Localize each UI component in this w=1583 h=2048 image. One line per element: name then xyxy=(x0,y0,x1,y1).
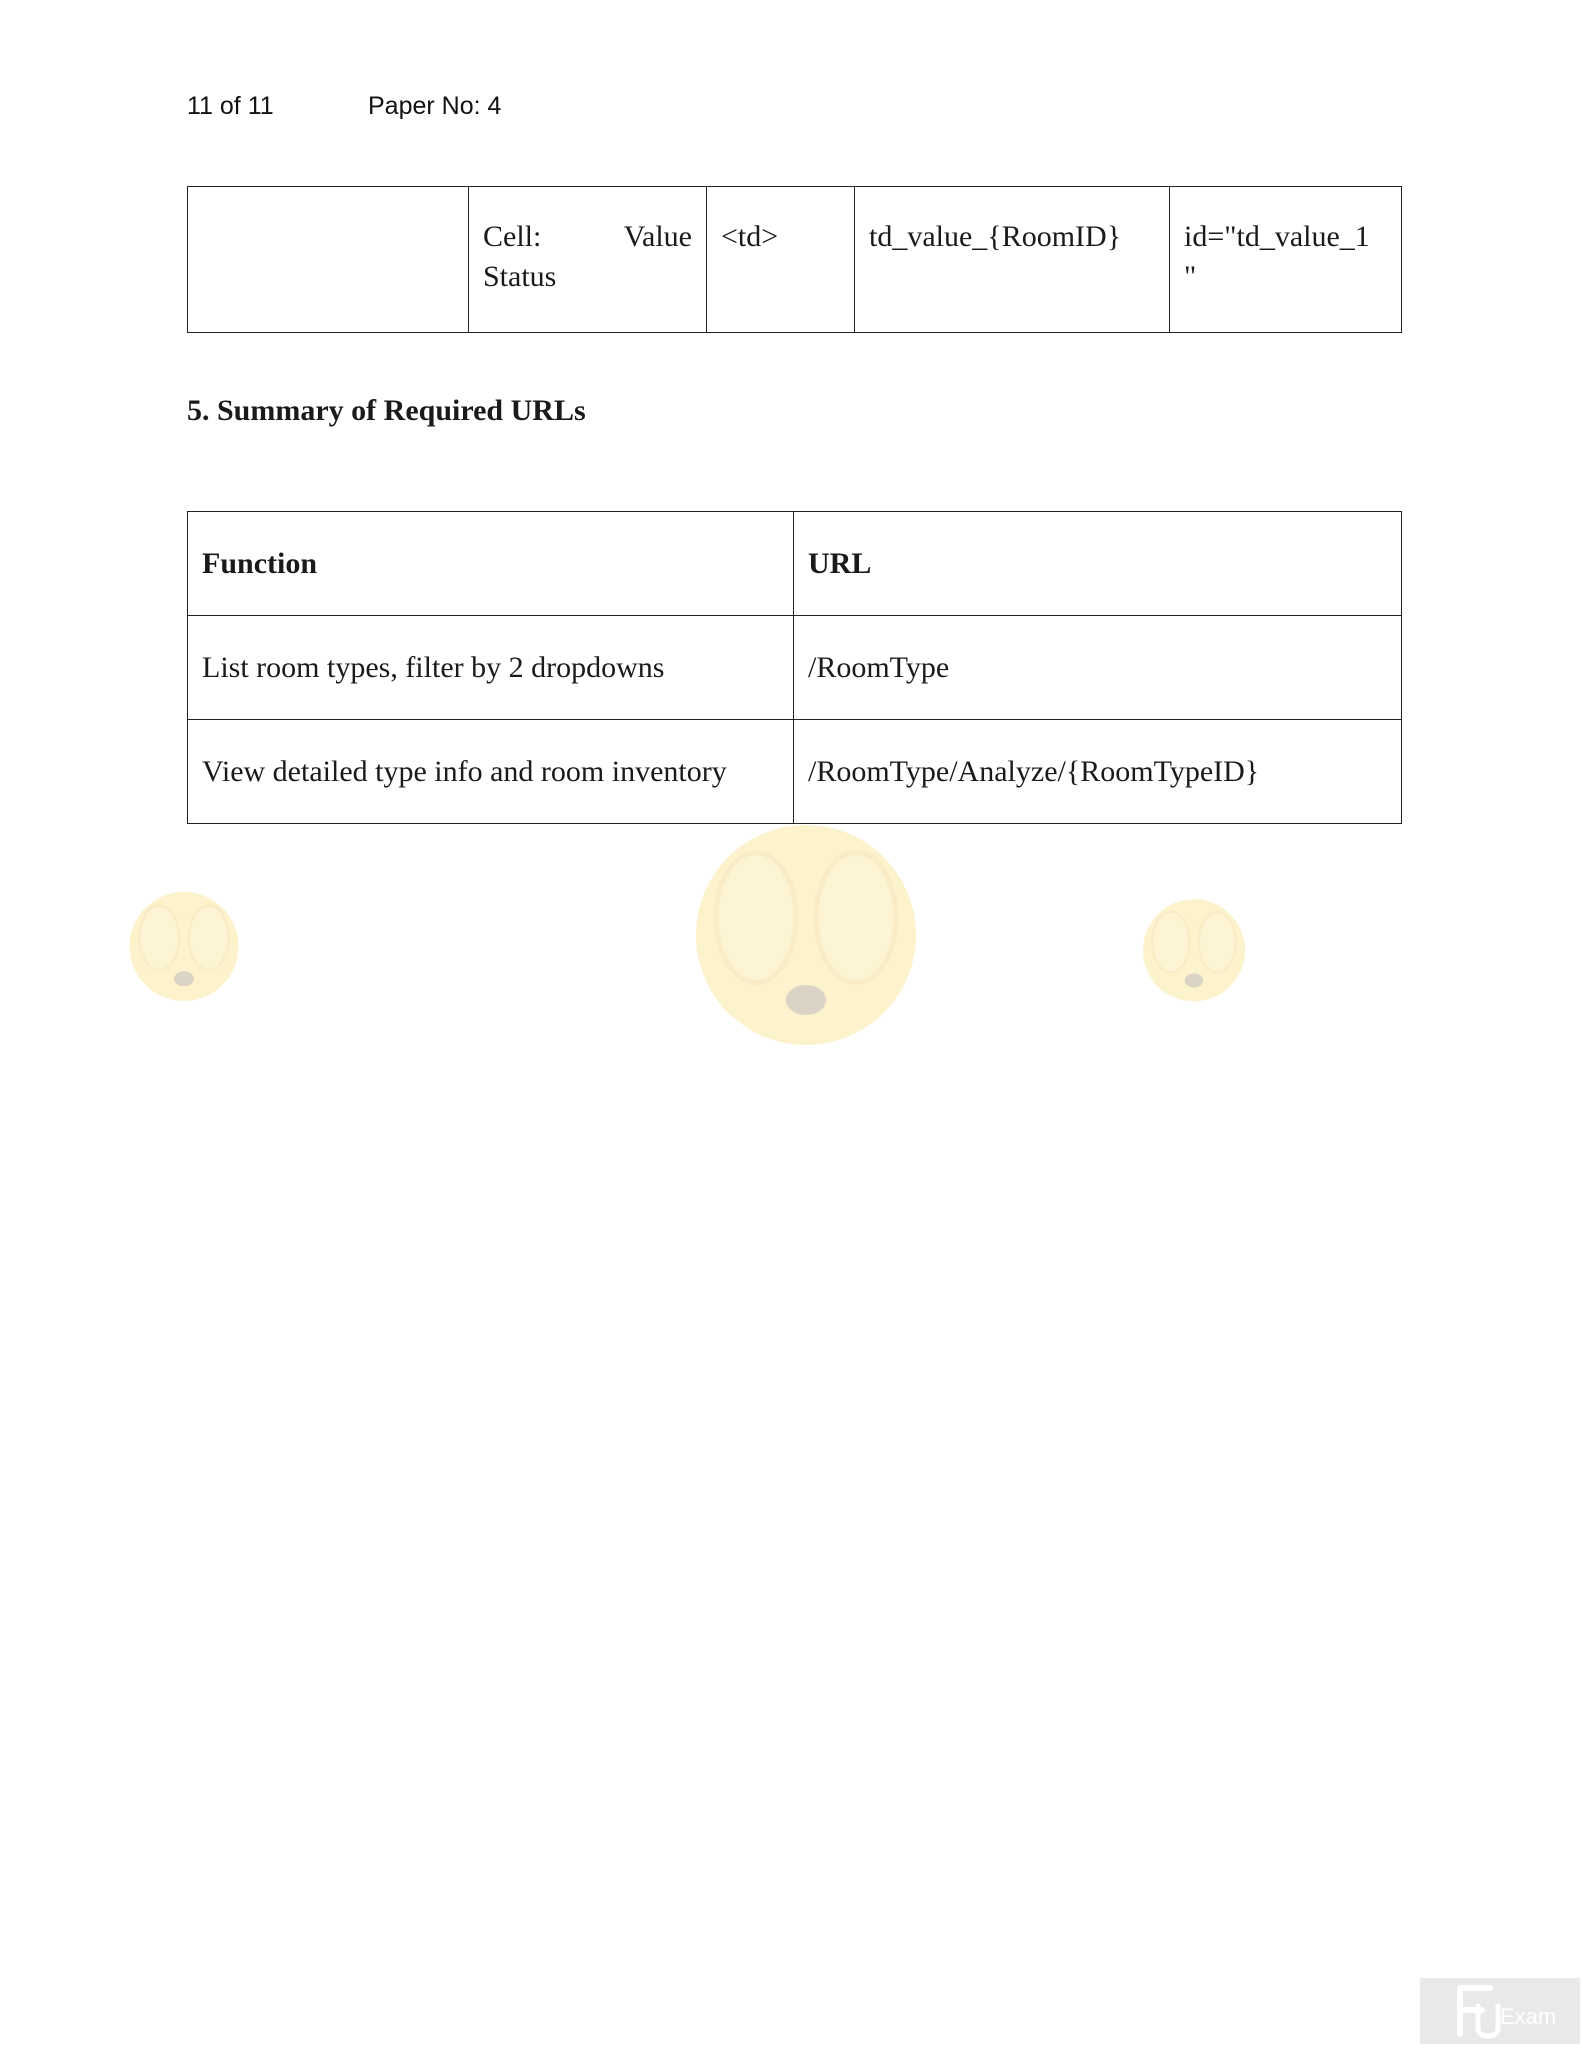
table-cell-example xyxy=(1170,187,1402,333)
page-number: 11 of 11 xyxy=(187,92,274,120)
table-row xyxy=(188,187,1402,333)
header-function: Function xyxy=(188,512,794,616)
table-header-row xyxy=(188,512,1402,616)
url-cell: /RoomType xyxy=(794,616,1402,720)
example-line-2: " xyxy=(1184,260,1197,293)
continuation-table xyxy=(187,186,1402,333)
paper-number: Paper No: 4 xyxy=(368,92,502,120)
svg-text:Exam: Exam xyxy=(1500,2004,1557,2029)
table-cell-id-pattern: td_value_{RoomID} xyxy=(855,187,1170,333)
example-line-1: id="td_value_1 xyxy=(1184,220,1370,253)
cell-status-label: Status xyxy=(483,260,557,293)
function-cell: View detailed type info and room inventory xyxy=(188,720,794,824)
function-cell: List room types, filter by 2 dropdowns xyxy=(188,616,794,720)
header-url: URL xyxy=(794,512,1402,616)
face-covering-eyes-emoji-icon xyxy=(1131,890,1257,1006)
urls-table xyxy=(187,511,1402,824)
url-cell: /RoomType/Analyze/{RoomTypeID} xyxy=(794,720,1402,824)
cell-label: Cell: xyxy=(483,220,542,253)
section-heading: 5. Summary of Required URLs xyxy=(187,394,586,427)
face-covering-eyes-emoji-icon xyxy=(668,805,944,1055)
cell-value-line xyxy=(483,217,692,257)
face-covering-eyes-emoji-icon xyxy=(118,882,250,1006)
cell-value-label: Value xyxy=(623,220,692,253)
table-cell-element xyxy=(469,187,707,333)
table-row xyxy=(188,616,1402,720)
table-cell-tag: <td> xyxy=(707,187,855,333)
fu-exam-logo-icon xyxy=(1420,1978,1580,2044)
table-cell-empty xyxy=(188,187,469,333)
